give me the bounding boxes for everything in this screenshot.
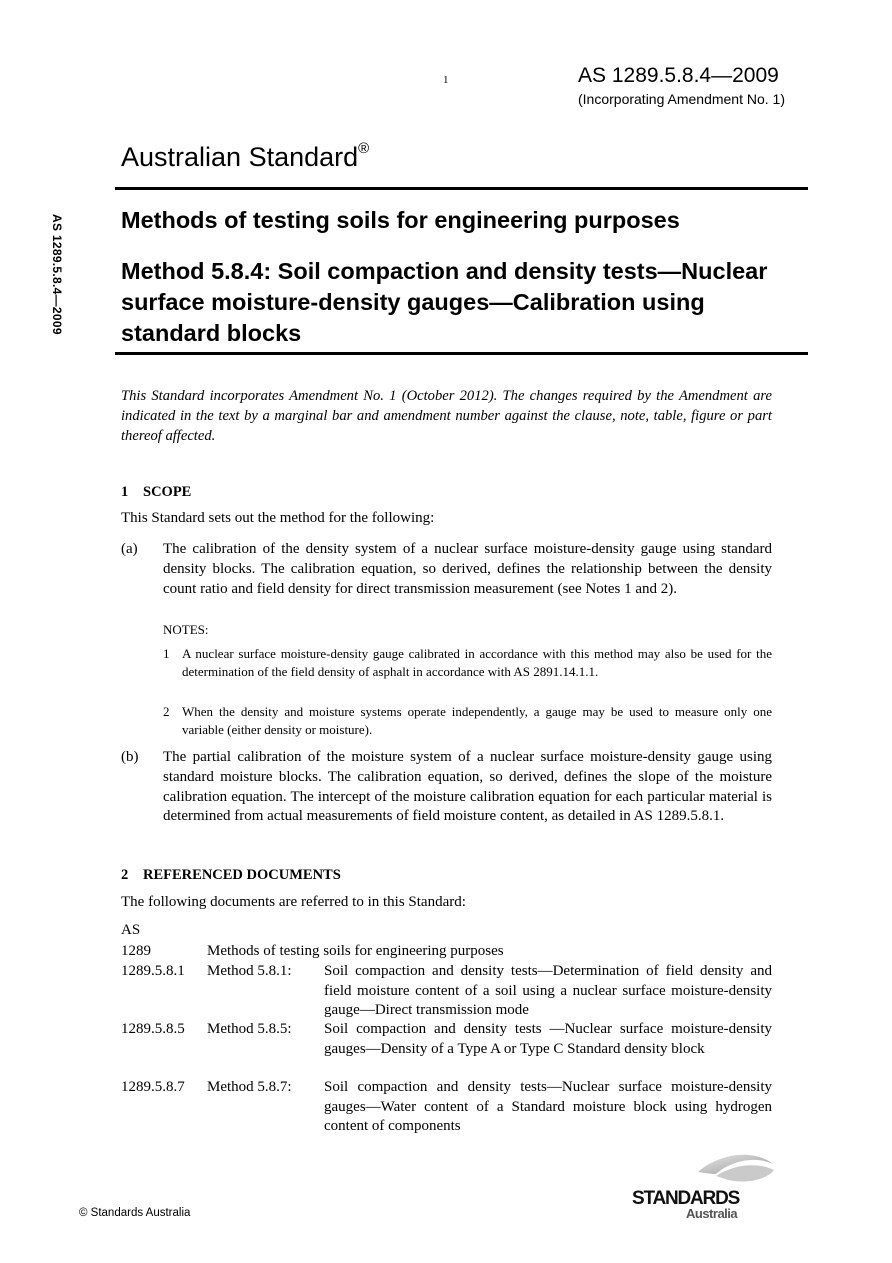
reference-method: Methods of testing soils for engineering purposes <box>207 943 504 959</box>
scope-lead: This Standard sets out the method for the following: <box>121 510 435 526</box>
item-text: The calibration of the density system of a nuclear surface moisture-density gauge using standard density blocks. The calibration equation, so derived, defines the relationship between the density count ratio and field density for direct transmission measurement (see Notes 1 and 2). <box>163 541 772 597</box>
item-label: (b) <box>121 749 139 765</box>
registered-mark: ® <box>358 140 370 157</box>
reference-row <box>121 1020 772 1059</box>
amendment-note: (Incorporating Amendment No. 1) <box>578 91 785 107</box>
reference-method: Method 5.8.5: <box>207 1021 292 1037</box>
item-label: (a) <box>121 541 138 557</box>
amendment-intro: This Standard incorporates Amendment No. 1 (October 2012). The changes required by the Amendment are indicated in the text by a marginal bar and amendment number against the clause, note, table, figure or part thereof affected. <box>121 388 772 444</box>
document-title: Methods of testing soils for engineering purposes <box>121 207 680 233</box>
references-lead: The following documents are referred to in this Standard: <box>121 894 466 910</box>
note-number: 1 <box>163 646 170 661</box>
reference-code: 1289.5.8.7 <box>121 1079 185 1095</box>
reference-method: Method 5.8.7: <box>207 1079 292 1095</box>
section-title: REFERENCED DOCUMENTS <box>143 867 341 883</box>
standards-australia-logo <box>628 1150 778 1220</box>
section-title: SCOPE <box>143 484 192 500</box>
note-number: 2 <box>163 704 170 719</box>
copyright-notice: © Standards Australia <box>79 1207 191 1219</box>
section-heading-scope <box>121 484 191 501</box>
note-1 <box>163 645 772 680</box>
reference-row <box>121 962 772 1021</box>
top-rule <box>115 187 808 190</box>
reference-code: 1289 <box>121 943 151 959</box>
scope-item-a <box>121 540 772 599</box>
reference-code: 1289.5.8.5 <box>121 1021 185 1037</box>
brand-title <box>121 142 369 173</box>
note-2 <box>163 703 772 738</box>
reference-title: Soil compaction and density tests—Determination of field density and field moisture content of a soil using a nuclear surface moisture-density gauge—Direct transmission mode <box>324 963 772 1019</box>
title-rule <box>115 352 808 355</box>
method-title: Method 5.8.4: Soil compaction and density tests—Nuclear surface moisture-density gauges—Calibration using standard blocks <box>121 258 768 346</box>
side-standard-code: AS 1289.5.8.4—2009 <box>50 214 64 335</box>
section-number: 1 <box>121 484 129 500</box>
reference-method: Method 5.8.1: <box>207 963 292 979</box>
references-series: AS <box>121 922 141 938</box>
notes-label: NOTES: <box>163 622 209 637</box>
section-number: 2 <box>121 867 129 883</box>
reference-code: 1289.5.8.1 <box>121 963 185 979</box>
reference-row <box>121 1078 772 1137</box>
note-text: A nuclear surface moisture-density gauge calibrated in accordance with this method may also be used for the determination of the field density of asphalt in accordance with AS 2891.14.1.1. <box>182 646 772 679</box>
section-heading-references <box>121 867 341 884</box>
reference-title: Soil compaction and density tests —Nuclear surface moisture-density gauges—Density of a Type A or Type C Standard density block <box>324 1021 772 1057</box>
standard-code: AS 1289.5.8.4—2009 <box>578 64 779 87</box>
logo-subtitle: Australia <box>686 1206 738 1220</box>
brand-name: Australian Standard <box>121 142 359 172</box>
reference-row <box>121 942 772 962</box>
page-number: 1 <box>443 74 449 86</box>
scope-item-b <box>121 748 772 827</box>
item-text: The partial calibration of the moisture system of a nuclear surface moisture-density gauge using standard moisture blocks. The calibration equation, so derived, defines the slope of the moisture calibration equation. The intercept of the moisture calibration equation for each particular material is determined from actual measurements of field moisture content, as detailed in AS 1289.5.8.1. <box>163 749 772 825</box>
logo-wordmark: STANDARDS <box>632 1188 740 1209</box>
note-text: When the density and moisture systems operate independently, a gauge may be used to measure only one variable (either density or moisture). <box>182 704 772 737</box>
reference-title: Soil compaction and density tests—Nuclear surface moisture-density gauges—Water content of a Standard moisture block using hydrogen content of components <box>324 1079 772 1135</box>
